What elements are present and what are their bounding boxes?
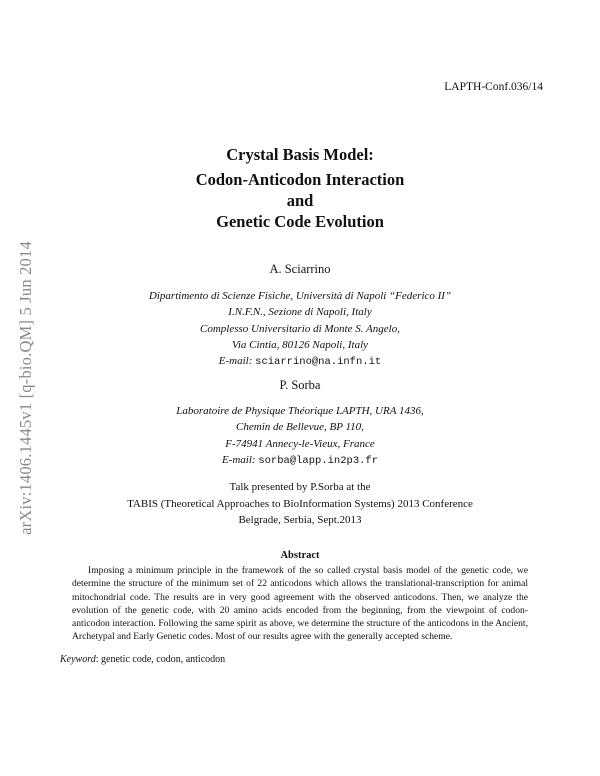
talk-line: Belgrade, Serbia, Sept.2013 [238,514,362,526]
talk-line: TABIS (Theoretical Approaches to BioInformation Systems) 2013 Conference [127,497,473,510]
talk-note [0,479,600,529]
author-1-name: A. Sciarrino [269,262,331,276]
report-number: LAPTH-Conf.036/14 [444,81,543,93]
keywords [60,654,225,665]
affiliation-line: I.N.F.N., Sezione di Napoli, Italy [228,306,372,319]
author-2-affiliation [0,403,600,469]
author-2-email[interactable]: sorba@lapp.in2p3.fr [258,454,379,467]
keywords-label: Keyword [60,654,96,665]
affiliation-line: F-74941 Annecy-le-Vieux, France [225,437,375,450]
abstract-heading: Abstract [280,550,320,561]
title-line-4: Genetic Code Evolution [216,212,384,231]
title-line-2: Codon-Anticodon Interaction [195,170,405,189]
title-line-3: and [286,191,314,210]
author-2-name: P. Sorba [279,378,321,392]
email-label: E-mail: [221,453,256,466]
affiliation-line: Complesso Universitario di Monte S. Angelo, [200,322,400,335]
author-1-affiliation [0,288,600,370]
author-1-email-line [0,353,600,370]
affiliation-line: Via Cintia, 80126 Napoli, Italy [231,338,369,351]
affiliation-line: Laboratoire de Physique Théorique LAPTH, URA 1436, [176,405,424,417]
keywords-text: : genetic code, codon, anticodon [95,654,226,665]
affiliation-line: Chemin de Bellevue, BP 110, [236,421,364,434]
email-label: E-mail: [218,355,253,368]
talk-line: Talk presented by P.Sorba at the [229,481,371,493]
author-1-email[interactable]: sciarrino@na.infn.it [255,356,382,369]
paper-title [0,144,600,232]
title-line-1: Crystal Basis Model: [226,145,374,164]
affiliation-line: Dipartimento di Scienze Fisiche, Università di Napoli “Federico II” [148,290,452,302]
abstract-body: Imposing a minimum principle in the framework of the so called crystal basis model of the genetic code, we determine the structure of the minimum set of 22 anticodons which allows the translational-transcription for animal mitochondrial code. The results are in very good agreement with the observed anticodons. Then, we analyze the evolution of the genetic code, with 20 amino acids encoded from the beginning, from the viewpoint of codon-anticodon interaction. Following the same spirit as above, we determine the structure of the anticodons in the Ancient, Archetypal and Early Genetic codes. Most of our results agree with the generally accepted scheme. [72,565,528,643]
arxiv-identifier: arXiv:1406.1445v1 [q-bio.QM] 5 Jun 2014 [16,241,35,535]
author-2-email-line [0,452,600,469]
